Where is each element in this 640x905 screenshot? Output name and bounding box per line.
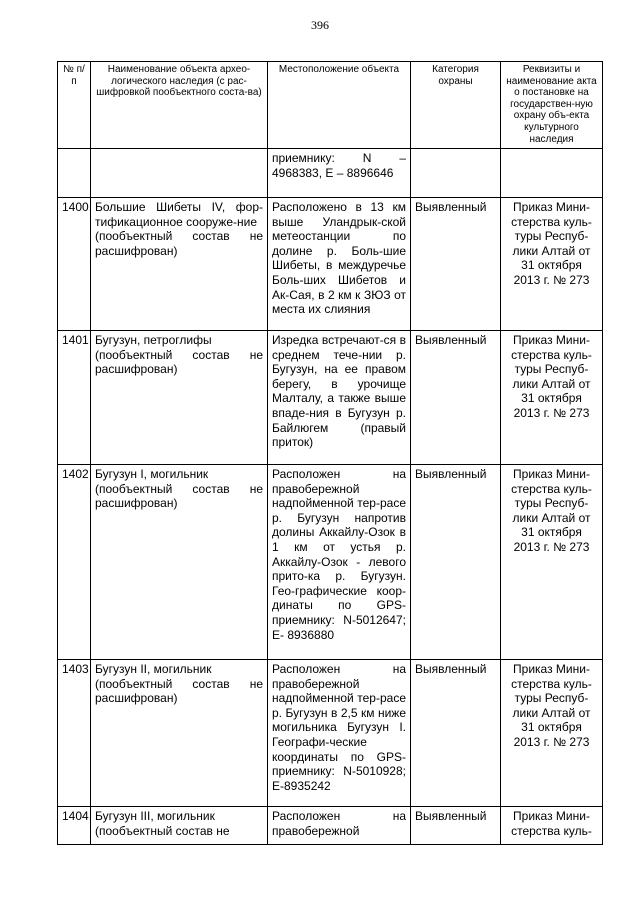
act-line: 2013 г. № 273 — [513, 734, 590, 749]
cell-category: Выявленный — [411, 198, 501, 331]
cell-location: Расположен на правобережной — [268, 807, 411, 845]
act-line: лики Алтай от — [512, 376, 591, 391]
act-line: 2013 г. № 273 — [513, 272, 590, 287]
cell-category: Выявленный — [411, 660, 501, 807]
act-line: лики Алтай от — [512, 705, 591, 720]
cell-act — [501, 198, 603, 331]
cell-name — [91, 807, 268, 845]
table-row — [58, 465, 603, 660]
act-line: Приказ Мини- — [513, 467, 590, 481]
act-line: туры Респуб- — [514, 496, 589, 511]
act-line: лики Алтай от — [512, 510, 591, 525]
object-name: Бугузун III, могильник — [95, 809, 215, 823]
cell-category: Выявленный — [411, 331, 501, 465]
cell-number: 1402 — [58, 465, 91, 660]
heritage-registry-table — [57, 61, 603, 845]
cell-name — [91, 660, 268, 807]
col-header-location: Местоположение объекта — [268, 62, 411, 149]
cell-number: 1400. — [58, 198, 91, 331]
act-line: стерства куль- — [511, 676, 592, 691]
object-name: Бугузун I, могильник — [95, 467, 209, 481]
act-line: стерства куль- — [511, 347, 592, 362]
act-line: 31 октября — [521, 391, 582, 406]
act-line: туры Респуб- — [514, 229, 589, 244]
cell-act — [501, 660, 603, 807]
cell-category: Выявленный — [411, 465, 501, 660]
act-line: 31 октября — [521, 258, 582, 273]
cell-location: Расположен на правобережной надпойменной тер-расе р. Бугузун в 2,5 км ниже могильника Бугузун I. Географи-ческие координаты по GPS-приемнику: N-5010928; E-8935242 — [268, 660, 411, 807]
cell-number — [58, 149, 91, 198]
cell-category — [411, 149, 501, 198]
cell-location: Расположен на правобережной надпойменной тер-расе р. Бугузун напротив долины Аккайлу-Озок в 1 км от устья р. Аккайлу-Озок - левого прито-ка р. Бугузун. Гео-графические коор-динаты по GPS-приемнику: N-5012647; E- 8936880 — [268, 465, 411, 660]
col-header-number: № п/п — [58, 62, 91, 149]
table-row — [58, 660, 603, 807]
col-header-name: Наименование объекта архео-логического наследия (с рас-шифровкой пообъектного соста-ва) — [91, 62, 268, 149]
cell-name — [91, 465, 268, 660]
cell-location: приемнику: N – 4968383, E – 8896646 — [268, 149, 411, 198]
act-line: 2013 г. № 273 — [513, 405, 590, 420]
cell-number: 1403 — [58, 660, 91, 807]
col-header-category: Категория охраны — [411, 62, 501, 149]
cell-category: Выявленный — [411, 807, 501, 845]
object-name: Бугузун II, могильник — [95, 662, 212, 676]
act-line: 31 октября — [521, 720, 582, 735]
act-line: Приказ Мини- — [513, 809, 590, 823]
act-line: стерства куль- — [511, 214, 592, 229]
act-line: стерства куль- — [511, 823, 592, 838]
cell-name — [91, 149, 268, 198]
table-row — [58, 198, 603, 331]
object-composition: (пообъектный состав не расшифрован) — [95, 481, 263, 511]
cell-name — [91, 331, 268, 465]
table-row — [58, 807, 603, 845]
object-composition: (пообъектный состав не расшифрован) — [95, 347, 263, 377]
act-line: стерства куль- — [511, 481, 592, 496]
table-row — [58, 331, 603, 465]
act-line: туры Респуб- — [514, 362, 589, 377]
object-name: Бугузун, петроглифы — [95, 333, 212, 347]
cell-number: 1401 — [58, 331, 91, 465]
act-line: 2013 г. № 273 — [513, 539, 590, 554]
cell-act — [501, 331, 603, 465]
act-line: туры Респуб- — [514, 691, 589, 706]
object-composition: (пообъектный состав не — [95, 823, 230, 838]
cell-act — [501, 807, 603, 845]
object-name: Большие Шибеты IV, фор-тификационное сооруже-ние — [95, 200, 263, 229]
cell-act — [501, 465, 603, 660]
act-line: Приказ Мини- — [513, 333, 590, 347]
cell-location: Расположено в 13 км выше Уландрык-ской метеостанции по долине р. Боль-шие Шибеты, в междуречье Боль-ших Шибетов и Ак-Сая, в 2 км к ЗЮЗ от места их слияния — [268, 198, 411, 331]
table-header-row — [58, 62, 603, 149]
act-line: Приказ Мини- — [513, 200, 590, 214]
act-line: лики Алтай от — [512, 243, 591, 258]
act-line: Приказ Мини- — [513, 662, 590, 676]
page-number: 396 — [311, 18, 329, 32]
object-composition: (пообъектный состав не расшифрован) — [95, 229, 263, 258]
col-header-act: Реквизиты и наименование акта о постановке на государствен-ную охрану объ-екта культурного наследия — [501, 62, 603, 149]
object-composition: (пообъектный состав не расшифрован) — [95, 676, 263, 706]
table-row-continuation — [58, 149, 603, 198]
cell-location: Изредка встречают-ся в среднем тече-нии р. Бугузун, на ее правом берегу, в урочище Малталу, а также выше впаде-ния в Бугузун р. Байлюгем (правый приток) — [268, 331, 411, 465]
cell-name — [91, 198, 268, 331]
cell-number: 1404. — [58, 807, 91, 845]
cell-act — [501, 149, 603, 198]
act-line: 31 октября — [521, 525, 582, 540]
